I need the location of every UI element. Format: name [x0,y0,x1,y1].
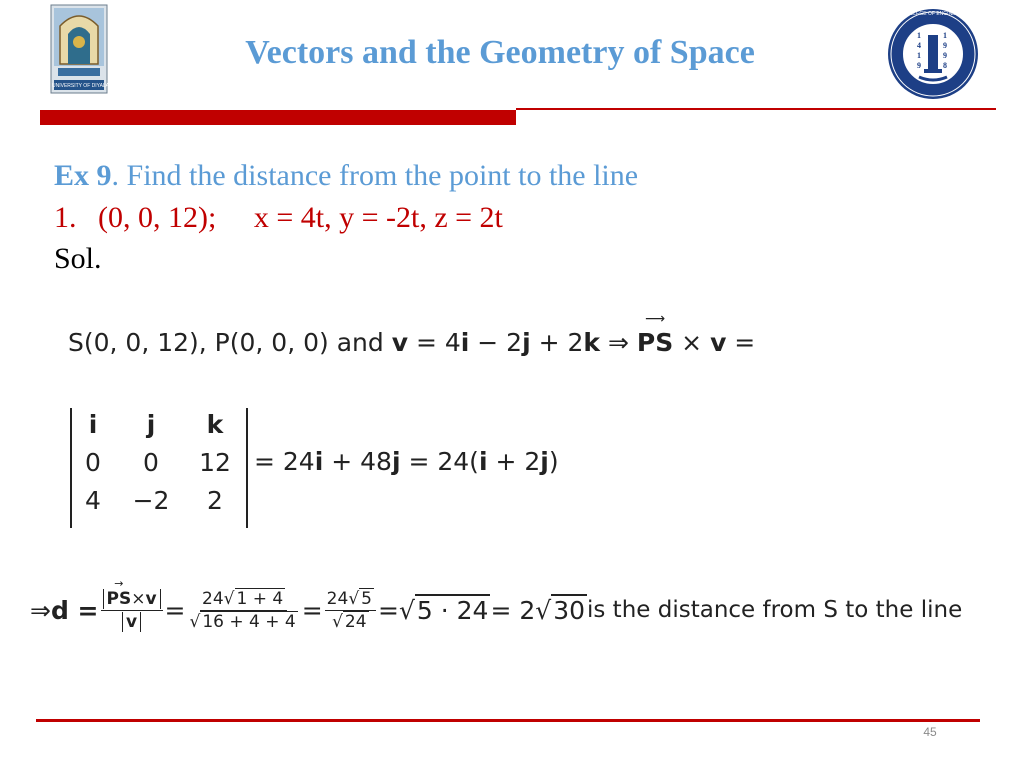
frac2-den-rad: 16 + 4 + 4 [202,611,296,632]
final-rad5: 30 [553,595,585,625]
res-j2: j [540,447,549,476]
eq1-plus: + 2 [530,328,584,357]
frac1-den-v: v [125,611,138,632]
matrix-cell: 2 [207,486,223,515]
res-eq2: = 24( [400,447,479,476]
eq1-v2: v [710,328,727,357]
final-rad4: 5 · 24 [416,595,489,625]
frac1-ps: PS [106,588,132,609]
header-divider-thick [40,110,516,125]
example-instruction: . Find the distance from the point to the line [111,159,639,192]
logo-digit: 1 [917,51,921,60]
college-logo-caption: COLLEGE OF ENGINEERING [903,11,972,17]
frac1-v: v [145,588,157,609]
header-divider-thin [516,108,996,110]
frac3-coef: 24 [326,588,349,609]
eq1-j: j [522,328,531,357]
solution-label: Sol. [54,242,102,275]
res-i: i [314,447,324,476]
matrix-cell: 0 [85,448,101,477]
equation-points-and-vector [68,311,756,357]
distance-equation: ⇒ d = → PS×v v = $\frac{24√ 1 + 4}{√ 16 + 4 + 4}$ = $\frac{24√ 5}{√ 24}$ = √5 · 24 = 2 √30 is the distance from S to the line [30,576,963,632]
fraction-radical-1: $\frac{24√ 1 + 4}{√ 16 + 4 + 4}$ [189,588,296,632]
final-eq3: = [377,595,399,625]
eq1-equals: = [726,328,756,357]
fraction-radical-2: $\frac{24√ 5}{√ 24}$ [325,589,376,632]
frac1-x: × [131,588,146,609]
logo-digit: 9 [917,61,921,70]
problem-point: (0, 0, 12); [98,201,217,234]
final-eq-coef: = 2 [490,595,536,625]
logo-digit: 9 [943,51,947,60]
problem-number: 1. [54,201,77,234]
determinant [70,408,248,528]
page-title: Vectors and the Geometry of Space [245,34,755,71]
problem-line-equation: x = 4t, y = -2t, z = 2t [253,201,503,234]
res-i2: i [478,447,488,476]
final-d: d = [50,595,99,625]
frac3-rad: 5 [361,588,372,609]
eq1-v: v [391,328,408,357]
logo-digit: 8 [943,61,947,70]
final-eq1: = [164,595,186,625]
logo-digit: 1 [917,31,921,40]
page-number: 45 [923,725,937,739]
matrix-cell: −2 [132,486,170,515]
frac3-den-rad: 24 [344,611,367,632]
example-label: Ex 9 [54,159,112,192]
frac2-coef: 24 [202,588,224,609]
final-implies: ⇒ [30,595,51,625]
final-eq2: = [301,595,323,625]
matrix-cell: 4 [85,486,101,515]
eq1-minus: − 2 [469,328,523,357]
example-heading [54,159,638,193]
eq1-cross: × [673,328,711,357]
logo-digit: 4 [917,41,921,50]
eq1-implies: ⇒ [600,328,637,357]
frac1-arrow: → [114,576,124,590]
university-logo-caption: UNIVERSITY OF DIYALA [52,83,110,89]
matrix-cell: k [206,410,224,439]
matrix-cell: i [88,410,98,439]
res-j: j [391,447,401,476]
problem-line [54,201,503,235]
matrix-cell: 0 [143,448,159,477]
eq1-points: S(0, 0, 12), P(0, 0, 0) and [68,328,384,357]
matrix-cell: j [146,410,156,439]
cross-product-result [254,447,559,476]
res-eq: = 24 [254,447,315,476]
frac2-rad: 1 + 4 [236,588,284,609]
eq1-k: k [583,328,601,357]
college-logo [886,7,980,101]
footer-divider [36,719,980,722]
eq1-ps: PS [636,328,674,357]
eq1-i: i [460,328,470,357]
logo-digit: 9 [943,41,947,50]
eq1-vector-arrow: ⟶ [645,311,666,327]
res-close: ) [548,447,559,476]
fraction-cross-over-norm [101,576,163,632]
res-plus: + 48 [323,447,392,476]
matrix-cell: 12 [199,448,231,477]
final-tail: is the distance from S to the line [587,597,963,623]
eq1-eq: = 4 [408,328,461,357]
res-plus2: + 2 [487,447,541,476]
logo-digit: 1 [943,31,947,40]
